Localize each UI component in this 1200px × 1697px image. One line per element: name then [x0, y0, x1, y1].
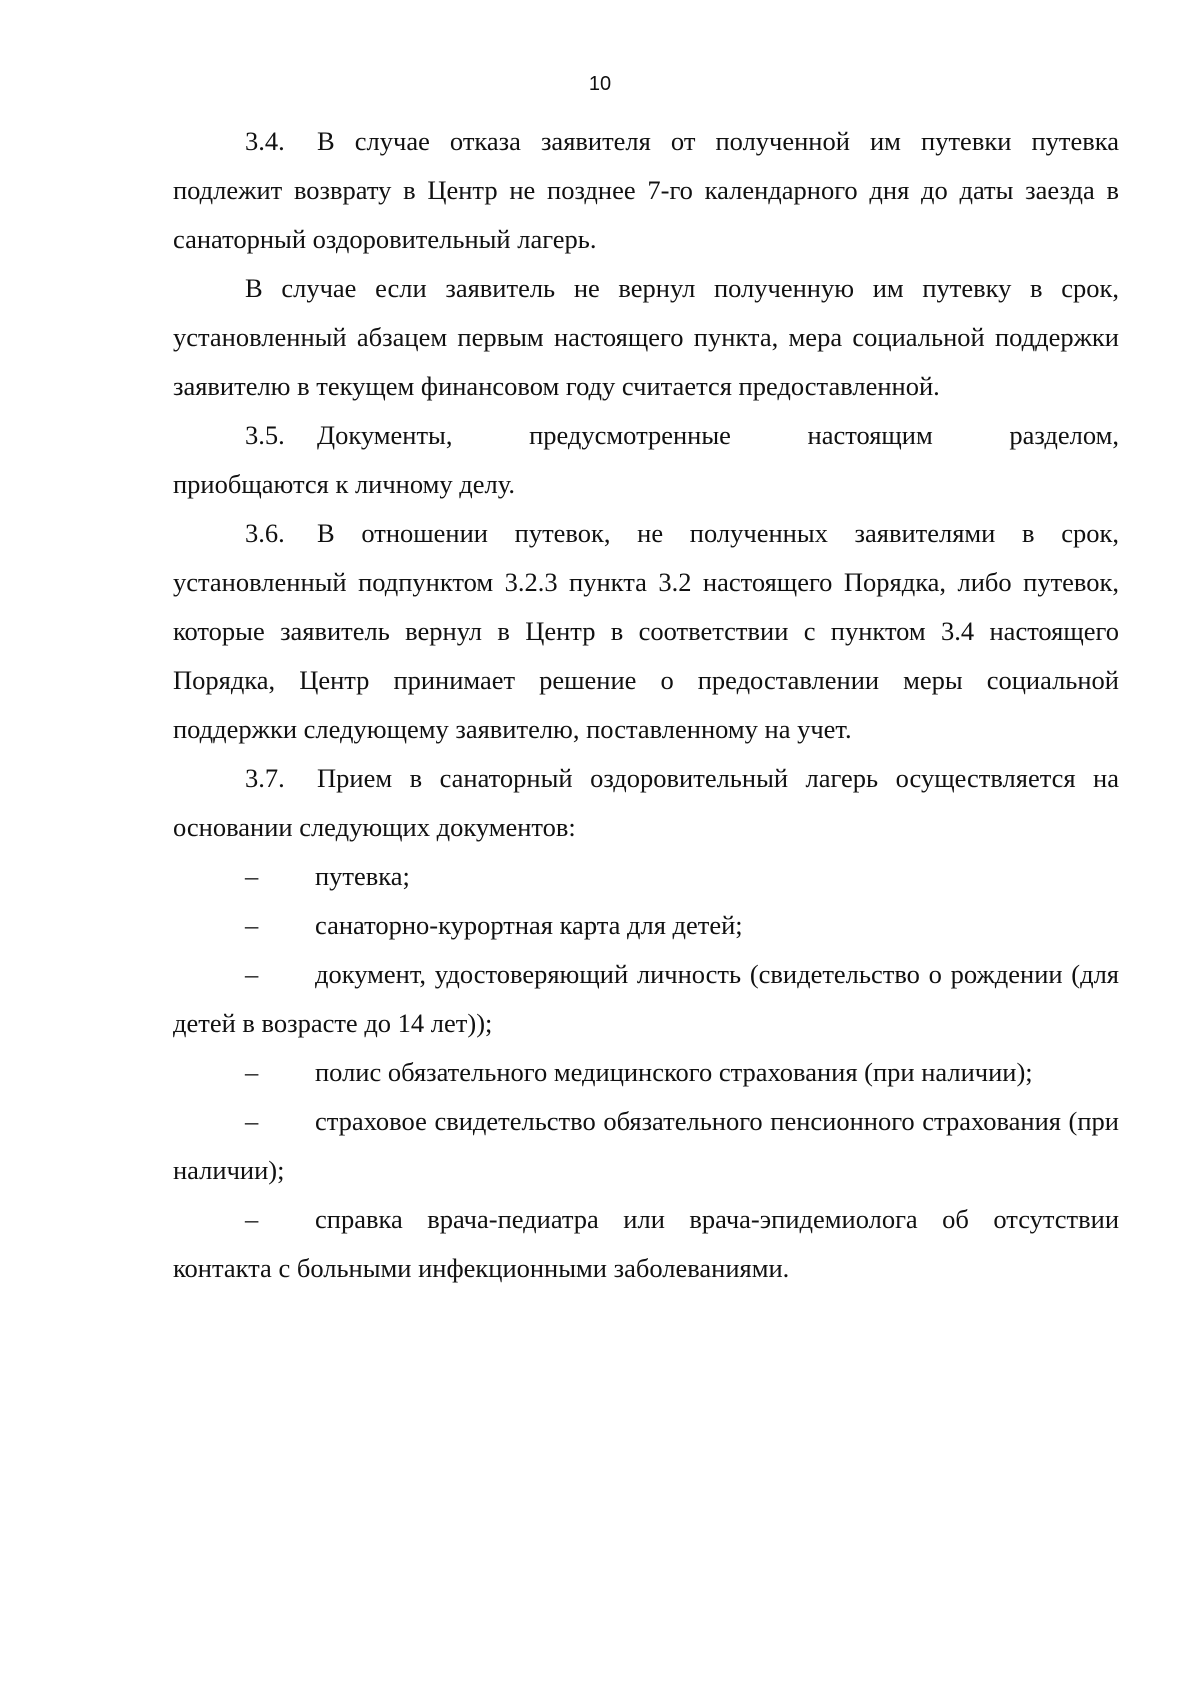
dash-marker: – — [245, 959, 259, 989]
list-item-text: санаторно-курортная карта для детей; — [315, 910, 743, 940]
paragraph-3-6 — [173, 509, 1119, 754]
dash-marker: – — [245, 1057, 259, 1087]
dash-marker: – — [245, 1106, 259, 1136]
paragraph-3-4-continuation — [173, 264, 1119, 411]
paragraph-number: 3.6. — [245, 518, 285, 548]
paragraph-text: Документы, предусмотренные настоящим разделом, — [317, 420, 1119, 450]
paragraph-3-5-second-line — [173, 460, 1119, 509]
page-number: 10 — [588, 73, 612, 95]
paragraph-text: В отношении путевок, не полученных заявителями в срок, установленный подпунктом 3.2.3 пункта 3.2 настоящего Порядка, либо путевок, которые заявитель вернул в Центр в соответствии с пунктом 3.4 настоящего Порядка, Центр принимает решение о предоставлении меры социальной поддержки следующему заявителю, поставленному на учет. — [173, 518, 1119, 744]
paragraph-text: приобщаются к личному делу. — [173, 469, 515, 499]
document-body — [173, 117, 1119, 1293]
paragraph-number: 3.4. — [245, 126, 285, 156]
paragraph-text: Прием в санаторный оздоровительный лагерь осуществляется на основании следующих документов: — [173, 763, 1119, 842]
paragraph-3-4 — [173, 117, 1119, 264]
dash-marker: – — [245, 1204, 259, 1234]
paragraph-3-5 — [173, 411, 1119, 460]
dash-marker: – — [245, 910, 259, 940]
paragraph-number: 3.5. — [245, 420, 285, 450]
paragraph-3-7 — [173, 754, 1119, 852]
list-item-text: страховое свидетельство обязательного пенсионного страхования (при наличии); — [173, 1106, 1119, 1185]
list-item — [173, 950, 1119, 1048]
paragraph-text: В случае отказа заявителя от полученной им путевки путевка подлежит возврату в Центр не позднее 7-го календарного дня до даты заезда в санаторный оздоровительный лагерь. — [173, 126, 1119, 254]
list-item — [173, 901, 1119, 950]
list-item-text: путевка; — [315, 861, 410, 891]
list-item — [173, 1195, 1119, 1293]
list-item — [173, 1097, 1119, 1195]
list-item-text: полис обязательного медицинского страхования (при наличии); — [315, 1057, 1033, 1087]
list-item-text: документ, удостоверяющий личность (свидетельство о рождении (для детей в возрасте до 14 лет)); — [173, 959, 1119, 1038]
paragraph-text: В случае если заявитель не вернул полученную им путевку в срок, установленный абзацем первым настоящего пункта, мера социальной поддержки заявителю в текущем финансовом году считается предоставленной. — [173, 273, 1119, 401]
list-item-text: справка врача-педиатра или врача-эпидемиолога об отсутствии контакта с больными инфекционными заболеваниями. — [173, 1204, 1119, 1283]
paragraph-number: 3.7. — [245, 763, 285, 793]
list-item — [173, 852, 1119, 901]
list-item — [173, 1048, 1119, 1097]
dash-marker: – — [245, 861, 259, 891]
